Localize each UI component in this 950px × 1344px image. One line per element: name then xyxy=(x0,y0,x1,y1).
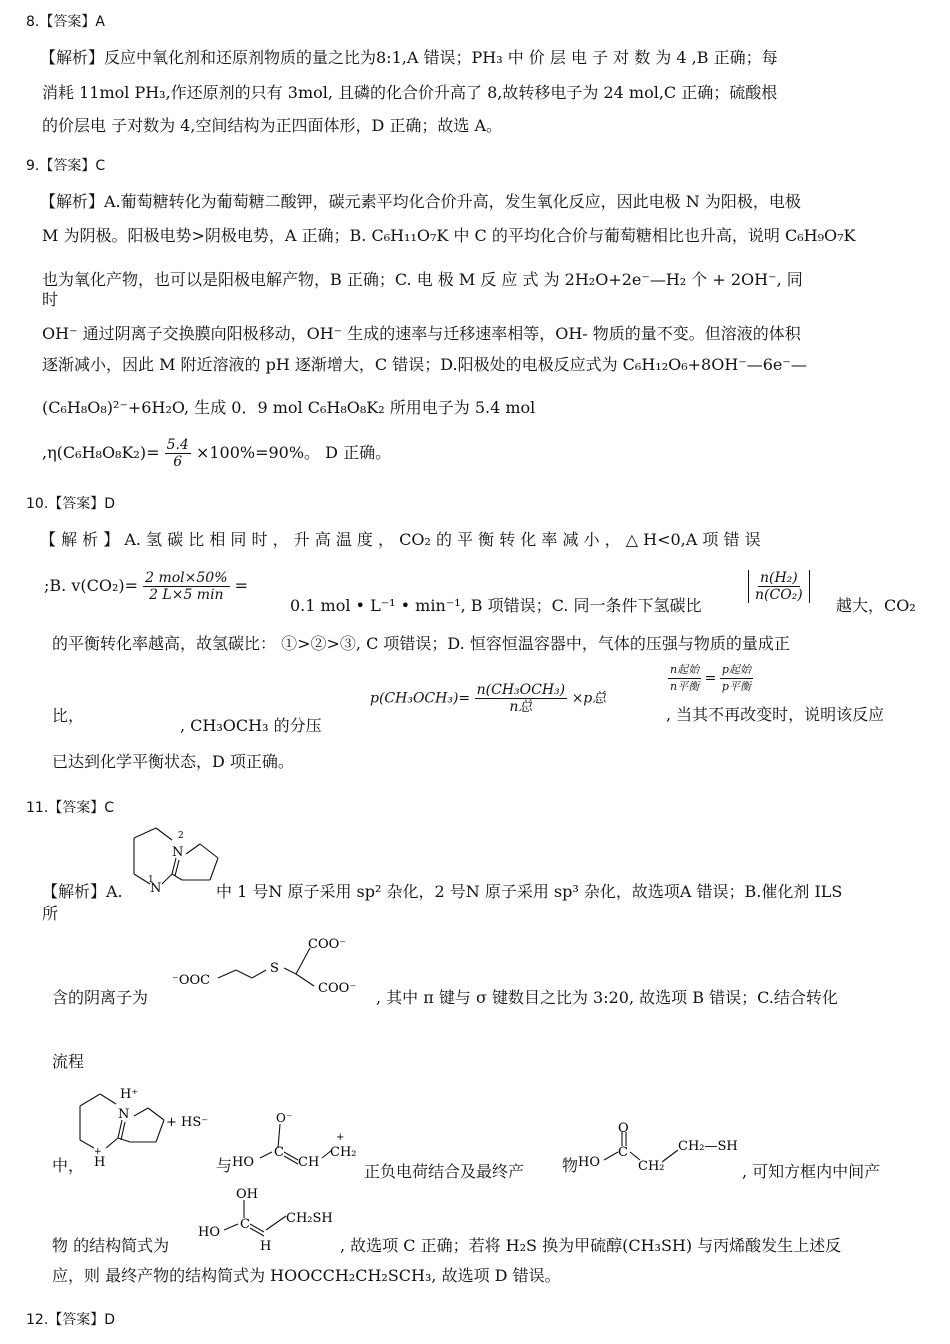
q11-line-2b: , 其中 π 键与 σ 键数目之比为 3:20, 故选项 B 错误；C.结合转化 xyxy=(376,988,838,1007)
q11-line-4b: 与 xyxy=(216,1156,233,1175)
q10-p-num: n(CH₃OCH₃) xyxy=(476,682,566,698)
mid-ch-label: CH xyxy=(298,1155,320,1170)
q9-eta-lhs: ,η(C₆H₈O₈K₂)= xyxy=(42,443,160,462)
q9-line-6: (C₆H₈O₈)²⁻+6H₂O, 生成 0．9 mol C₆H₈O₈K₂ 所用电子为 5.4 mol xyxy=(42,398,536,417)
q11-line-1c: 所 xyxy=(42,904,59,923)
q10-r1-num: n起始 xyxy=(668,662,701,679)
q8-line-2: 消耗 11mol PH₃,作还原剂的只有 3mol, 且磷的化合价升高了 8,故转移电子为 24 mol,C 正确；硫酸根 xyxy=(42,83,778,102)
ring-num-1: 1 xyxy=(148,875,154,885)
mid-c-label: C xyxy=(274,1145,284,1160)
anion-ooc-label: ⁻OOC xyxy=(172,973,211,988)
q10-line-4b: , CH₃OCH₃ 的分压 xyxy=(180,716,322,735)
q11-line-1b: 中 1 号N 原子采用 sp² 杂化，2 号N 原子采用 sp³ 杂化，故选项A 错误；B.催化剂 ILS xyxy=(216,882,843,901)
ring-n1-label: N xyxy=(150,881,162,896)
q9-line-3: 也为氧化产物，也可以是阳极电解产物，B 正确；C. 电 极 M 反 应 式 为 2H₂O+2e⁻—H₂ 个 + 2OH⁻, 同 xyxy=(42,270,803,289)
mid-o-minus-label: O⁻ xyxy=(276,1111,293,1125)
q10-pressure-formula xyxy=(370,682,606,715)
q9-eta-fraction xyxy=(165,437,191,470)
q10-hc-fraction xyxy=(753,570,805,603)
enol-h-label: H xyxy=(260,1239,272,1254)
q10-vrate-line xyxy=(44,570,248,603)
q9-answer-heading: 9.【答案】C xyxy=(26,158,106,174)
q8-answer-heading: 8.【答案】A xyxy=(26,14,105,30)
q11-line-5a: 物 的结构简式为 xyxy=(52,1236,170,1255)
anion-coo-bottom: COO⁻ xyxy=(318,981,357,996)
q10-line-5: 已达到化学平衡状态，D 项正确。 xyxy=(52,752,294,771)
q10-vrate-den: 2 L×5 min xyxy=(149,587,224,603)
q10-p-lhs: p(CH₃OCH₃)= xyxy=(370,690,471,707)
q9-line-3b: 时 xyxy=(42,290,59,309)
ring-n2-label: N xyxy=(172,845,184,860)
q9-eta-num: 5.4 xyxy=(166,437,189,453)
cation-n-label: N xyxy=(118,1107,130,1122)
q10-ratio2 xyxy=(720,662,753,695)
q8-line-3: 的价层电 子对数为 4,空间结构为正四面体形，D 正确；故选 A。 xyxy=(42,116,502,135)
q11-line-4c: 正负电荷结合及最终产 xyxy=(364,1162,525,1181)
q11-line-4d: 物 xyxy=(562,1156,579,1175)
q9-eta-den: 6 xyxy=(173,454,183,470)
hs-minus-label: + HS⁻ xyxy=(166,1115,209,1130)
q10-line-2-end: 越大，CO₂ xyxy=(836,596,916,615)
q10-vrate-lhs: ;B. v(CO₂)= xyxy=(44,576,139,595)
cation-nh-label: H xyxy=(94,1155,106,1170)
q9-line-5: 逐渐减小，因此 M 附近溶液的 pH 逐渐增大，C 错误；D.阳极处的电极反应式为 C₆H₁₂O₆+8OH⁻—6e⁻— xyxy=(42,355,807,374)
enol-ch2sh-label: CH₂SH xyxy=(286,1211,333,1226)
q11-line-3: 流程 xyxy=(52,1052,85,1071)
q9-line-4: OH⁻ 通过阴离子交换膜向阳极移动，OH⁻ 生成的速率与迁移速率相等，OH- 物质的量不变。但溶液的体积 xyxy=(42,324,801,343)
enol-intermediate-structure xyxy=(198,1184,348,1254)
q10-line-4a: 比， xyxy=(52,706,85,725)
mid-ho-label: HO xyxy=(232,1155,254,1170)
q11-answer-heading: 11.【答案】C xyxy=(26,800,115,816)
q10-answer-heading: 10.【答案】D xyxy=(26,496,116,512)
ils-anion-structure xyxy=(172,934,382,1002)
mid-plus-label: + xyxy=(336,1132,345,1143)
q10-r1-den: n平衡 xyxy=(670,680,700,693)
protonated-amidine-structure xyxy=(74,1082,224,1172)
q10-hc-den: n(CO₂) xyxy=(755,587,803,603)
q11-line-4e: , 可知方框内中间产 xyxy=(742,1162,881,1181)
q11-line-2a: 含的阴离子为 xyxy=(52,988,149,1007)
q10-hc-ratio xyxy=(748,570,810,603)
carbocation-intermediate-structure xyxy=(232,1110,364,1174)
final-ho-label: HO xyxy=(578,1155,600,1170)
cation-plus-label: + xyxy=(94,1147,102,1157)
q9-eta-line xyxy=(42,437,391,470)
q9-line-1: 【解析】A.葡萄糖转化为葡萄糖二酸钾，碳元素平均化合价升高，发生氧化反应，因此电极 N 为阳极，电极 xyxy=(40,192,801,211)
q10-hc-num: n(H₂) xyxy=(759,570,798,586)
q10-p-fraction xyxy=(475,682,567,715)
final-ch2sh-label: CH₂—SH xyxy=(678,1139,738,1154)
q10-line-4c: , 当其不再改变时，说明该反应 xyxy=(666,705,885,724)
q11-line-1a: 【解析】A. xyxy=(42,882,123,901)
q10-p-tail: ×p总 xyxy=(571,690,607,707)
q10-ratio-condition: $\frac{\text{n起始}}{\text{n平衡}}$ = $\frac{\text{p起始}}{\text{p平衡}}$ xyxy=(670,663,751,693)
final-ch2a-label: CH₂ xyxy=(638,1159,665,1174)
final-c-label: C xyxy=(618,1145,628,1160)
q10-line-3: 的平衡转化率越高，故氢碳比： ①>②>③, C 项错误；D. 恒容恒温容器中，气体的压强与物质的量成正 xyxy=(52,634,790,653)
final-product-structure xyxy=(578,1120,748,1176)
q9-eta-rhs: ×100%=90%。 xyxy=(195,443,321,462)
q10-p-den: n总 xyxy=(509,699,533,715)
q12-answer-heading: 12.【答案】D xyxy=(26,1312,116,1328)
final-o-label: O xyxy=(618,1121,629,1136)
q11-line-4a: 中， xyxy=(52,1156,85,1175)
q10-r2-den: p平衡 xyxy=(721,680,751,693)
q10-line-2-tail: 0.1 mol • L⁻¹ • min⁻¹, B 项错误；C. 同一条件下氢碳比 xyxy=(290,596,702,615)
enol-ho-label: HO xyxy=(198,1225,220,1240)
anion-s-label: S xyxy=(270,961,279,976)
q8-line-1: 【解析】反应中氧化剂和还原剂物质的量之比为8:1,A 错误；PH₃ 中 价 层 电 子 对 数 为 4 ,B 正确；每 xyxy=(40,48,778,67)
cation-h-plus-label: H⁺ xyxy=(120,1087,139,1102)
q11-line-5b: , 故选项 C 正确；若将 H₂S 换为甲硫醇(CH₃SH) 与丙烯酸发生上述反 xyxy=(340,1236,842,1255)
q10-vrate-eq: = xyxy=(234,576,249,595)
ring-num-2: 2 xyxy=(178,831,184,841)
q10-vrate-fraction xyxy=(143,570,229,603)
enol-c-label: C xyxy=(240,1217,250,1232)
q10-ratio1 xyxy=(668,662,701,695)
q10-r2-num: p起始 xyxy=(720,662,753,679)
q10-vrate-num: 2 mol×50% xyxy=(145,570,228,586)
mid-ch2-label: CH₂ xyxy=(330,1145,357,1160)
q9-line-2: M 为阴极。阳极电势>阴极电势，A 正确；B. C₆H₁₁O₇K 中 C 的平均化合价与葡萄糖相比也升高，说明 C₆H₉O₇K xyxy=(42,226,856,245)
anion-coo-top: COO⁻ xyxy=(308,937,347,952)
q10-line-1: 【 解 析 】 A. 氢 碳 比 相 同 时 ， 升 高 温 度 ， CO₂ 的 平 衡 转 化 率 减 小 ， △ H<0,A 项 错 误 xyxy=(40,530,761,549)
enol-oh-label: OH xyxy=(236,1187,258,1202)
q11-line-6: 应，则 最终产物的结构简式为 HOOCCH₂CH₂SCH₃, 故选项 D 错误。 xyxy=(52,1266,561,1285)
q9-eta-tail: D 正确。 xyxy=(325,443,392,462)
